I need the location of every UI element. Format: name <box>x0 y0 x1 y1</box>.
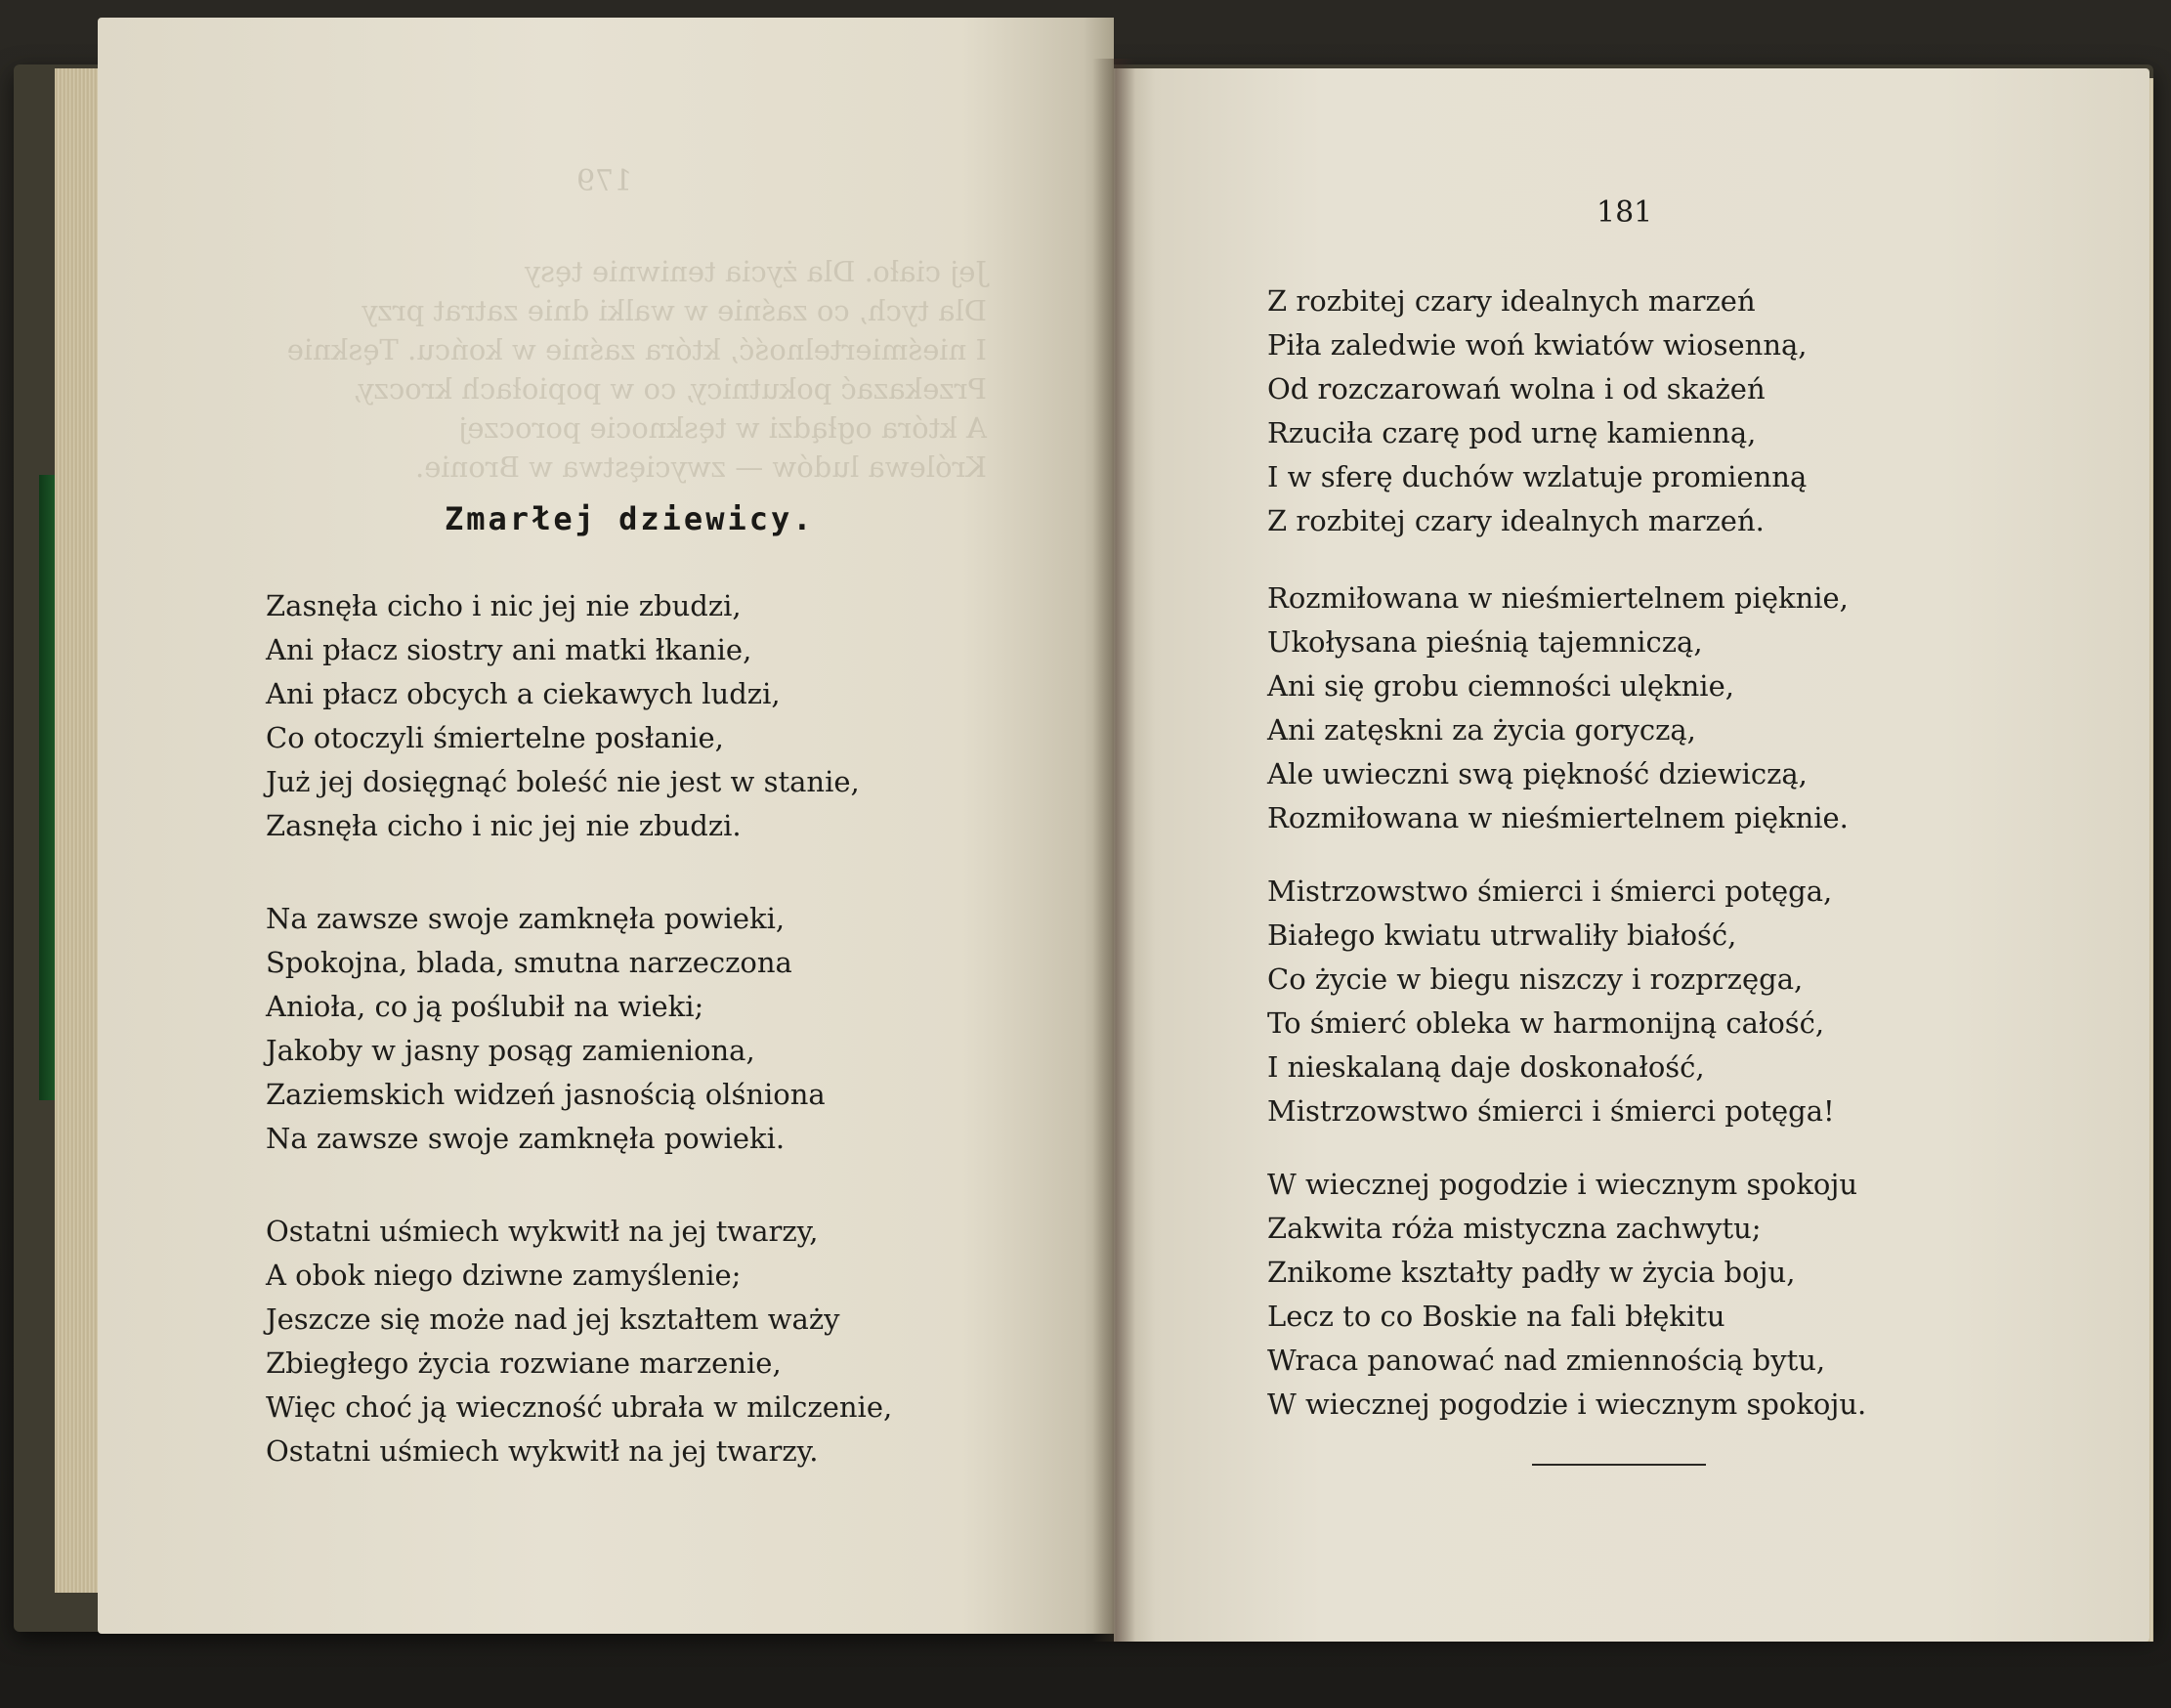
end-of-poem-rule <box>1532 1464 1706 1466</box>
verse-line: Zbiegłego życia rozwiane marzenie, <box>266 1346 782 1380</box>
verse-line: Anioła, co ją poślubił na wieki; <box>266 990 704 1023</box>
verse-line: Jakoby w jasny posąg zamieniona, <box>266 1034 755 1067</box>
verse-line: Ale uwieczni swą piękność dziewiczą, <box>1267 757 1808 790</box>
verse-line: Ani płacz siostry ani matki łkanie, <box>266 633 752 666</box>
poem-title: Zmarłej dziewicy. <box>445 500 815 537</box>
verse-line: I nieskalaną daje doskonałość, <box>1267 1050 1705 1084</box>
verse-line: Na zawsze swoje zamknęła powieki. <box>266 1122 786 1155</box>
verse-line: W wiecznej pogodzie i wiecznym spokoju. <box>1267 1388 1867 1421</box>
bleed-through-page-number: 179 <box>576 164 633 198</box>
verse-line: I w sferę duchów wzlatuje promienną <box>1267 460 1808 493</box>
verse-line: Piła zaledwie woń kwiatów wiosenną, <box>1267 328 1808 362</box>
page-number: 181 <box>1596 195 1653 230</box>
verse-line: Co życie w biegu niszczy i rozprzęga, <box>1267 962 1804 996</box>
verse-line: Rozmiłowana w nieśmiertelnem pięknie. <box>1267 801 1849 834</box>
verse-line: W wiecznej pogodzie i wiecznym spokoju <box>1267 1168 1858 1201</box>
verse-line: Ostatni uśmiech wykwitł na jej twarzy. <box>266 1434 819 1468</box>
verse-line: A obok niego dziwne zamyślenie; <box>266 1259 742 1292</box>
right-stanza-1 <box>1267 279 1808 543</box>
verse-line: Ani się grobu ciemności ulęknie, <box>1267 669 1734 703</box>
verse-line: Mistrzowstwo śmierci i śmierci potęga, <box>1267 875 1833 908</box>
verse-line: Więc choć ją wieczność ubrała w milczenie, <box>266 1390 893 1424</box>
verse-line: Zakwita róża mistyczna zachwytu; <box>1267 1212 1762 1245</box>
verse-line: Z rozbitej czary idealnych marzeń. <box>1267 504 1765 537</box>
verse-line: Od rozczarowań wolna i od skażeń <box>1267 372 1766 406</box>
verse-line: Wraca panować nad zmiennością bytu, <box>1267 1344 1826 1377</box>
verse-line: To śmierć obleka w harmonijną całość, <box>1267 1006 1825 1040</box>
left-stanza-3 <box>266 1210 892 1473</box>
verse-line: Rzuciła czarę pod urnę kamienną, <box>1267 416 1757 449</box>
verse-line: Lecz to co Boskie na fali błękitu <box>1267 1300 1725 1333</box>
verse-line: Spokojna, blada, smutna narzeczona <box>266 946 792 979</box>
verse-line: Już jej dosięgnąć boleść nie jest w stanie, <box>266 765 860 798</box>
verse-line: Rozmiłowana w nieśmiertelnem pięknie, <box>1267 581 1849 615</box>
left-stanza-1 <box>266 584 860 848</box>
left-stanza-2 <box>266 897 826 1161</box>
right-stanza-2 <box>1267 576 1849 840</box>
verse-line: Z rozbitej czary idealnych marzeń <box>1267 284 1756 318</box>
verse-line: Ukołysana pieśnią tajemniczą, <box>1267 625 1703 659</box>
verse-line: Na zawsze swoje zamknęła powieki, <box>266 902 786 935</box>
book-gutter <box>1092 59 1135 1642</box>
verse-line: Znikome kształty padły w życia boju, <box>1267 1256 1796 1289</box>
verse-line: Co otoczyli śmiertelne posłanie, <box>266 721 724 754</box>
verse-line: Zaziemskich widzeń jasnością olśniona <box>266 1078 826 1111</box>
verse-line: Mistrzowstwo śmierci i śmierci potęga! <box>1267 1094 1835 1128</box>
bleed-through-text: Jej ciało. Dla życia teniwnie tęsy Dla tych, co zaśnie w walki dnie zatrat przy I nieśmiertelność, która zaśnie w końcu. Tęsknie Przekazać pokutnicy, co w popiołach kroczy, A która ogłądzi w tęsknocie poroczej Królewa ludów — zwycięstwa w Bronie. <box>286 255 987 484</box>
verse-line: Zasnęła cicho i nic jej nie zbudzi, <box>266 589 742 622</box>
verse-line: Białego kwiatu utrwaliły białość, <box>1267 918 1737 952</box>
right-stanza-4 <box>1267 1163 1866 1427</box>
verse-line: Zasnęła cicho i nic jej nie zbudzi. <box>266 809 742 842</box>
verse-line: Ostatni uśmiech wykwitł na jej twarzy, <box>266 1215 819 1248</box>
verse-line: Ani płacz obcych a ciekawych ludzi, <box>266 677 781 710</box>
verse-line: Jeszcze się może nad jej kształtem waży <box>266 1302 840 1336</box>
right-stanza-3 <box>1267 870 1835 1133</box>
verse-line: Ani zatęskni za życia goryczą, <box>1267 713 1696 747</box>
